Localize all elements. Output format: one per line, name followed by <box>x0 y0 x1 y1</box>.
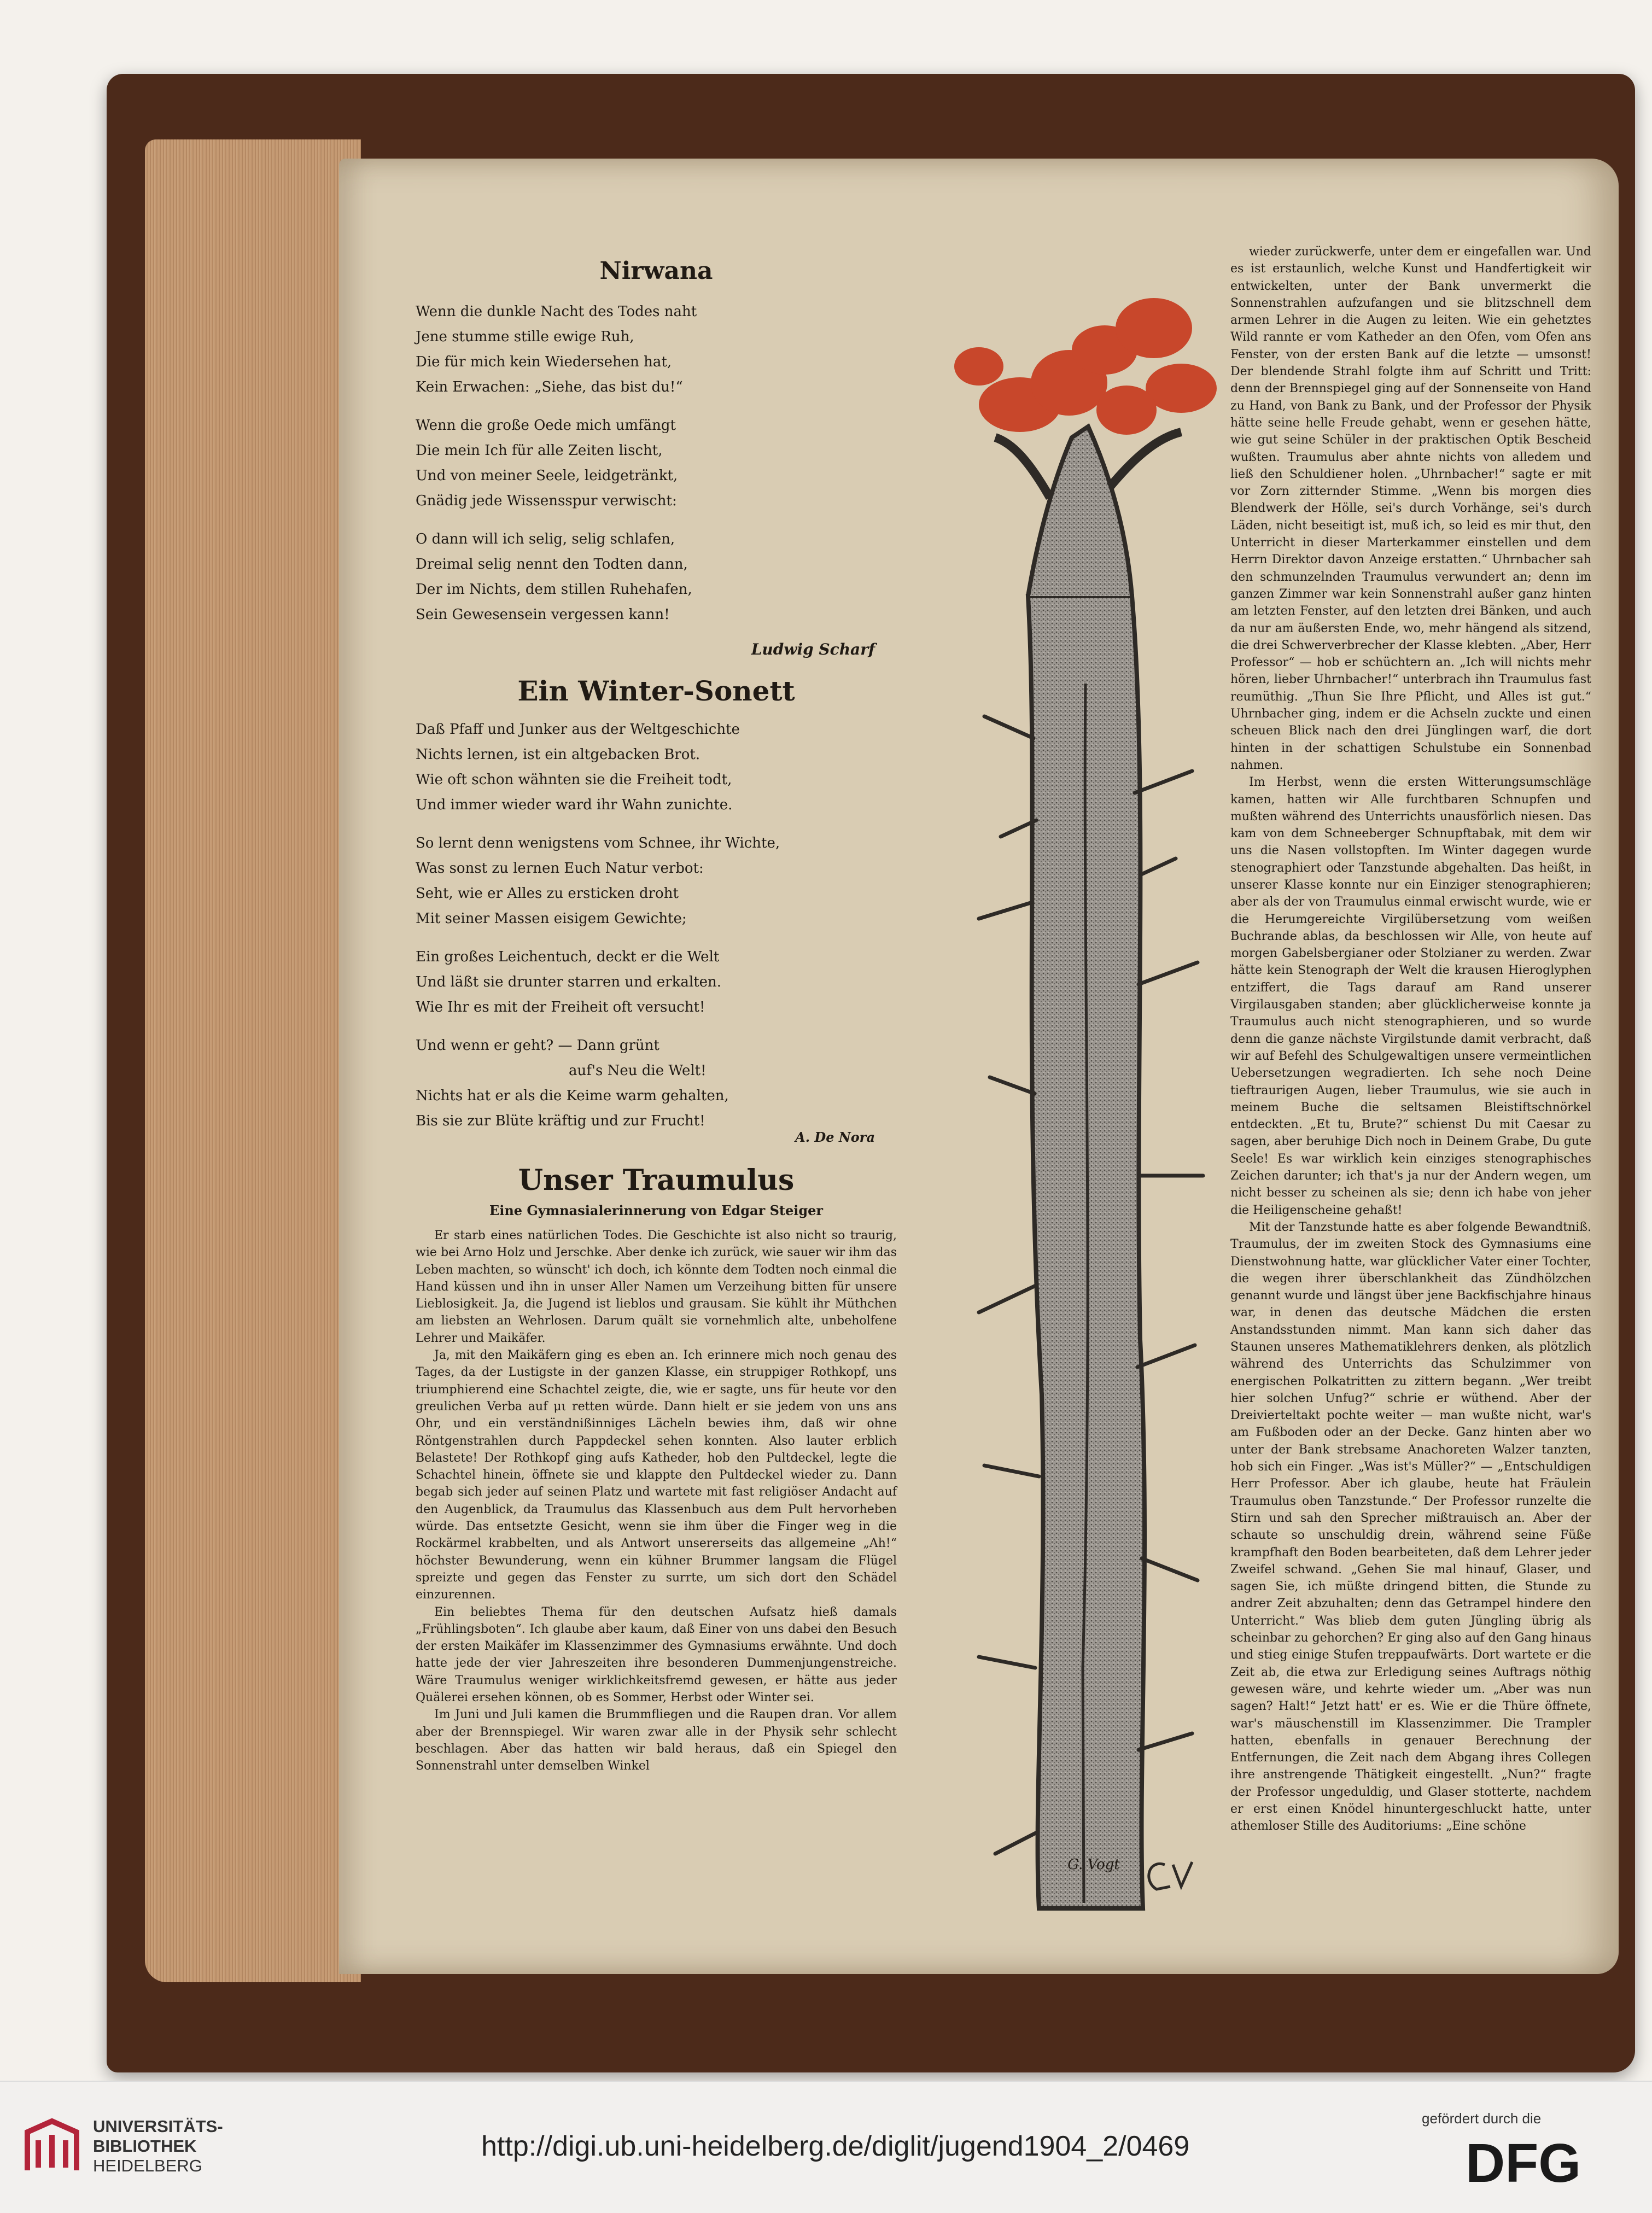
poem-body <box>416 717 897 1020</box>
story-paragraph: Ja, mit den Maikäfern ging es eben an. Ich erinnere mich noch genau des Tages, da der Lustigste in der ganzen Klasse, ein struppiger Rothkopf, uns triumphierend eine Schachtel zeigte, die, wie er sagte, uns für heute vor den greulichen Verba auf μι retten würde. Dann hielt er sie jedem von uns ans Ohr, und ein verständnißinniges Lächeln bewies ihm, daß wir ohne Röntgenstrahlen durch Pappdeckel sehen konnten. Also lauter erblich Belastete! Der Rothkopf ging aufs Katheder, hob den Pultdeckel, legte die Schachtel hinein, öffnete sie und klappte den Pultdeckel wieder zu. Dann begab sich jeder auf seinen Platz und wartete mit fast religiöser Andacht auf den Augenblick, da Traumulus das Klassenbuch aus dem Pult hervorheben würde. Das entsetzte Gesicht, wenn sie ihm über die Finger weg in die Rockärmel krabbelten, und als Antwort unsererseits das allgemeine „Ah!“ höchster Bewunderung, wenn ein kühner Brummer langsam die Flügel spreizte und gegen das Fenster zu surrte, um sich dort den Schädel einzurennen. <box>416 1348 897 1602</box>
poem-line: So lernt denn wenigstens vom Schnee, ihr Wichte, <box>416 835 780 851</box>
poem-line: Die für mich kein Wiedersehen hat, <box>416 354 672 370</box>
poem-title: Ein Winter-Sonett <box>517 675 795 707</box>
poem-line: Daß Pfaff und Junker aus der Weltgeschichte <box>416 721 740 738</box>
poem-line: Dreimal selig nennt den Todten dann, <box>416 556 688 573</box>
story-paragraph: Im Juni und Juli kamen die Brummfliegen und die Raupen dran. Vor allem aber der Brennspiegel. Wir waren zwar alle in der Physik sehr schlecht beschlagen. Aber das hatten wir bald heraus, daß ein Spiegel den Sonnenstrahl unter demselben Winkel <box>416 1708 897 1773</box>
poem-line: Nichts lernen, ist ein altgebacken Brot. <box>416 746 701 763</box>
poem-line: Sein Gewesensein vergessen kann! <box>416 606 670 623</box>
institution-line: BIBLIOTHEK <box>93 2136 197 2156</box>
left-column <box>416 257 897 1775</box>
poem-line: auf's Neu die Welt! <box>569 1062 707 1079</box>
poem-author: Ludwig Scharf <box>751 640 875 658</box>
poem-line: Die mein Ich für alle Zeiten lischt, <box>416 442 663 459</box>
poem-line: Und läßt sie drunter starren und erkalten. <box>416 974 722 990</box>
story-paragraph: Er starb eines natürlichen Todes. Die Geschichte ist also nicht so traurig, wie bei Arno Holz und Jerschke. Aber denke ich zurück, wie sauer wir ihm das Leben machten, so wünscht' ich doch, ich könnte dem Todten noch einmal die Hand küssen und ihn in unser Aller Namen um Verzeihung bitten für unsere Lieblosigkeit. Ja, die Jugend ist lieblos und grausam. Sie kühlt ihr Müthchen am liebsten an Wehrlosen. Darum quält sie vornehmlich alte, unbeholfene Lehrer und Maikäfer. <box>416 1229 897 1345</box>
document-url[interactable]: http://digi.ub.uni-heidelberg.de/diglit/jugend1904_2/0469 <box>481 2130 1190 2162</box>
poem-line: Ein großes Leichentuch, deckt er die Welt <box>416 949 720 965</box>
poem-line: Der im Nichts, dem stillen Ruhehafen, <box>416 581 692 598</box>
poem-line: O dann will ich selig, selig schlafen, <box>416 531 675 547</box>
poem-line: Seht, wie er Alles zu ersticken droht <box>416 885 679 902</box>
right-column <box>1230 243 1591 1835</box>
institution-line: HEIDELBERG <box>93 2156 202 2175</box>
magazine-page <box>339 159 1619 1974</box>
poem-stanza <box>416 527 897 627</box>
poem-author: A. De Nora <box>795 1129 875 1145</box>
poem-stanza <box>416 717 897 818</box>
footer-bar <box>0 2081 1652 2213</box>
poem-nirwana <box>416 257 897 658</box>
story-paragraph: Ein beliebtes Thema für den deutschen Aufsatz hieß damals „Frühlingsboten“. Ich glaube aber kaum, daß Einer von uns dabei den Besuch der ersten Maikäfer im Klassenzimmer des Gymnasiums erwähnte. Und doch hatte jede der vier Jahreszeiten ihre besonderen Dummenjungenstreiche. Wäre Traumulus weniger wirklichkeitsfremd gewesen, er hätte aus jeder Quälerei ersehen können, ob es Sommer, Herbst oder Winter sei. <box>416 1605 897 1705</box>
university-library-logo-icon <box>22 2116 82 2181</box>
poem-line: Wie Ihr es mit der Freiheit oft versucht! <box>416 999 705 1015</box>
institution-name <box>93 2117 223 2176</box>
story-title: Unser Traumulus <box>518 1164 795 1197</box>
poem-stanza <box>416 831 897 931</box>
poem-title: Nirwana <box>599 257 713 285</box>
poem-line: Kein Erwachen: „Siehe, das bist du!“ <box>416 379 683 395</box>
story-paragraph: Im Herbst, wenn die ersten Witterungsumschläge kamen, hatten wir Alle furchtbaren Schnupfen und mußten während des Unterrichts unausförlich niesen. Das kam von dem Schneeberger Schnupftabak, mit dem wir uns die Nasen vollstopften. Im Winter dagegen wurde stenographiert oder Tanzstunde abgehalten. Das heißt, in unserer Klasse konnte nur ein Einziger stenographieren; aber als der von Traumulus einmal erwischt wurde, wie er die Herumgereichte Virgilübersetzung vom weißen Buchrande ablas, da beschlossen wir Alle, von heute auf morgen Gabelsbergianer oder Stolzianer zu werden. Zwar hätte kein Stenograph der Welt die krausen Hieroglyphen entziffert, die Tags darauf am Rand unserer Virgilausgaben standen; aber glücklicherweise konnte ja Traumulus auch nicht stenographieren, und so wurde denn die ganze nächste Virgilstunde damit verbracht, daß wir auf Befehl des Schulgewaltigen unsere vermeintlichen Uebersetzungen wegradierten. Ich sehe noch Deine tieftraurigen Augen, lieber Traumulus, wie sie auch in meinem Buche die seltsamen Bleistiftschnörkel entdeckten. „Et tu, Brute?“ schienst Du mit Caesar zu sagen, aber beruhige Dich noch in Deinem Grabe, Du gute Seele! Es war wirklich kein einziges stenographisches Zeichen darunter; ich that's ja nur der Andern wegen, um nicht besser zu scheinen als sie; denn ich habe von jeher die Heiligenscheine gehaßt! <box>1230 775 1591 1217</box>
poem-line: Was sonst zu lernen Euch Natur verbot: <box>416 860 704 877</box>
poem-line: Mit seiner Massen eisigem Gewichte; <box>416 910 687 927</box>
flower-crown <box>954 298 1217 435</box>
poem-line: Jene stumme stille ewige Ruh, <box>416 329 634 345</box>
institution-line: UNIVERSITÄTS- <box>93 2117 223 2136</box>
poem-line: Und von meiner Seele, leidgetränkt, <box>416 468 678 484</box>
story-subtitle: Eine Gymnasialerinnerung von Edgar Steiger <box>489 1202 824 1218</box>
dfg-logo-text: DFG <box>1466 2135 1581 2190</box>
poem-line: Und wenn er geht? — Dann grünt <box>416 1037 659 1054</box>
tree-trunk <box>995 427 1181 1908</box>
poem-line: Nichts hat er als die Keime warm gehalten, <box>416 1088 729 1104</box>
poem-line: Gnädig jede Wissensspur verwischt: <box>416 493 677 509</box>
thorn-tree-illustration <box>946 246 1230 1974</box>
poem-line: Wenn die dunkle Nacht des Todes naht <box>416 303 697 320</box>
dfg-logo <box>1466 2135 1630 2190</box>
illustration-caption: G. Vogt <box>1067 1856 1120 1873</box>
poem-line: Wenn die große Oede mich umfängt <box>416 417 676 434</box>
story-start <box>416 1164 897 1775</box>
funded-by-label: gefördert durch die <box>1422 2110 1542 2127</box>
poem-stanza <box>416 299 897 400</box>
story-text <box>416 1227 897 1775</box>
story-paragraph: wieder zurückwerfe, unter dem er eingefallen war. Und es ist erstaunlich, welche Kunst und Handfertigkeit wir entwickelten, unter der Bank unvermerkt die Sonnenstrahlen aufzufangen und sie blitzschnell dem armen Lehrer in die Augen zu leiten. Wie ein gehetztes Wild rannte er vom Katheder an den Ofen, vom Ofen ans Fenster, von der ersten Bank auf die letzte — umsonst! Der blendende Strahl folgte ihm auf Schritt und Tritt: denn der Brennspiegel ging auf der Sonnenseite von Hand zu Hand, von Bank zu Bank, und der Professor der Physik hätte seine helle Freude gehabt, wenn er gesehen hätte, wie gut seine Schüler in der praktischen Optik Bescheid wußten. Traumulus aber ahnte nichts von alledem und ließ den Schuldiener holen. „Uhrnbacher!“ sagte er mit vor Zorn zitternder Stimme. „Wenn bis morgen dies Blendwerk der Hölle, sei's durch Vorhänge, sei's durch Läden, nicht beseitigt ist, muß ich, so leid es mir thut, den Unterricht in dieser Marterkammer einstellen und dem Herrn Direktor davon Anzeige erstatten.“ Uhrnbacher sah den schmunzelnden Traumulus verwundert an; denn im ganzen Zimmer war kein Sonnenstrahl außer ganz hinten am letzten Fenster, auf den letzten drei Bänken, und auch da nur am äußersten Ende, wo, mehr hängend als sitzend, die drei Schwerverbrecher der Klasse klebten. „Aber, Herr Professor“ — hob er schüchtern an. „Ich will nichts mehr hören, lieber Uhrnbacher!“ unterbrach ihn Traumulus fast reumüthig. „Thun Sie Ihre Pflicht, und Alles ist gut.“ Uhrnbacher ging, indem er die Achseln zuckte und einen scheuen Blick nach den drei Jünglingen warf, die dort hinten in der schattigen Schulstube ein Sonnenbad nahmen. <box>1230 245 1591 772</box>
poem-stanza <box>416 413 897 513</box>
poem-stanza <box>416 944 897 1020</box>
poem-winter-sonett <box>416 675 897 1145</box>
poem-body <box>416 299 897 627</box>
poem-line: Und immer wieder ward ihr Wahn zunichte. <box>416 797 733 813</box>
page-edges <box>145 139 361 1982</box>
story-paragraph: Mit der Tanzstunde hatte es aber folgende Bewandtniß. Traumulus, der im zweiten Stock des Gymnasiums eine Dienstwohnung hatte, war glücklicher Vater einer Tochter, die wegen ihrer überschlankheit das Zündhölzchen genannt wurde und längst über jene Backfischjahre hinaus war, in denen das deutsche Mädchen die ersten Anstandsstunden nimmt. Man kann sich daher das Staunen unseres Mathematiklehrers denken, als plötzlich während des Unterrichts das Schulzimmer von energischen Polkatritten zu zittern begann. „Wer treibt hier solchen Unfug?“ schrie er wüthend. Aber der Dreivierteltakt pochte weiter — man wußte nicht, war's am Fußboden oder an der Decke. Ganz hinten aber wo unter der Bank strebsame Anachoreten Walzer tanzten, hob sich ein Finger. „Was ist's Müller?“ — „Entschuldigen Herr Professor. Aber ich glaube, heute hat Fräulein Traumulus oben Tanzstunde.“ Der Professor runzelte die Stirn und sah den Sprecher mißtrauisch an. Aber der schaute so unschuldig drein, während seine Füße krampfhaft den Boden bearbeiteten, daß dem Lehrer jeder Zweifel schwand. „Gehen Sie mal hinauf, Glaser, und sagen Sie, ich müßte dringend bitten, die Stunde zu andrer Zeit abzuhalten; denn das Getrampel hindere den Unterricht.“ Was blieb dem guten Jüngling übrig als scheinbar zu gehorchen? Er ging also auf den Gang hinaus und stieg einige Stufen treppaufwärts. Dort wartete er die Zeit ab, die etwa zur Erledigung seines Auftrags nöthig gewesen wäre, und kehrte wieder um. „Aber was nun sagen? Halt!“ Jetzt hatt' er es. Wie er die Thüre öffnete, war's mäuschenstill im Klassenzimmer. Die Trampler hatten, ebenfalls in genauer Berechnung der Entfernungen, die Zeit nach dem Abgang ihres Collegen ihre anstrengende Thätigkeit eingestellt. „Nun?“ fragte der Professor ungeduldig, und Glaser stotterte, nachdem er erst einen Knödel hinuntergeschluckt hatte, unter athemloser Stille des Auditoriums: „Eine schöne <box>1230 1220 1591 1834</box>
poem-line: Wie oft schon wähnten sie die Freiheit todt, <box>416 772 732 788</box>
poem-line: Bis sie zur Blüte kräftig und zur Frucht! <box>416 1113 705 1129</box>
poem-final-stanza <box>416 1033 897 1134</box>
